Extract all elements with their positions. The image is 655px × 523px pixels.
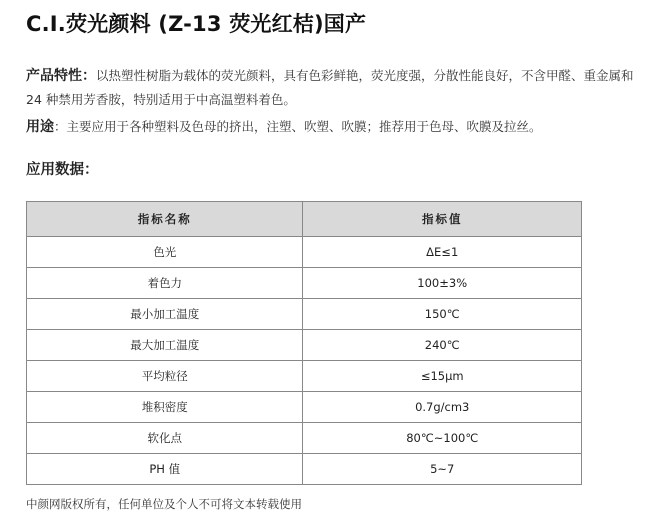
row-value-cell: 80℃~100℃ — [303, 423, 582, 454]
product-features-paragraph — [26, 64, 636, 112]
table-row — [27, 330, 582, 361]
application-data-heading: 应用数据： — [26, 162, 99, 178]
row-name-cell: 最小加工温度 — [27, 299, 303, 330]
row-value-cell: ΔE≤1 — [303, 237, 582, 268]
row-name-cell: 软化点 — [27, 423, 303, 454]
column-header-name: 指标名称 — [27, 202, 303, 237]
product-features-text: 以热塑性树脂为载体的荧光颜料，具有色彩鲜艳，荧光度强，分散性能良好，不含甲醛、重金属和 24 种禁用芳香胺，特别适用于中高温塑料着色。 — [26, 68, 634, 107]
row-value-cell: 0.7g/cm3 — [303, 392, 582, 423]
row-value-cell: 150℃ — [303, 299, 582, 330]
row-name-cell: PH 值 — [27, 454, 303, 485]
copyright-notice: 中颜网版权所有，任何单位及个人不可将文本转载使用 — [26, 497, 302, 511]
table-row — [27, 237, 582, 268]
usage-text: ：主要应用于各种塑料及色母的挤出，注塑、吹塑、吹膜；推荐用于色母、吹膜及拉丝。 — [54, 119, 542, 134]
table-row — [27, 454, 582, 485]
row-value-cell: 240℃ — [303, 330, 582, 361]
row-name-cell: 着色力 — [27, 268, 303, 299]
spec-table — [26, 201, 582, 485]
row-name-cell: 平均粒径 — [27, 361, 303, 392]
table-row — [27, 361, 582, 392]
product-features-label: 产品特性： — [26, 68, 96, 84]
row-value-cell: ≤15μm — [303, 361, 582, 392]
table-header-row — [27, 202, 582, 237]
row-value-cell: 5~7 — [303, 454, 582, 485]
usage-label: 用途 — [26, 119, 54, 135]
row-value-cell: 100±3% — [303, 268, 582, 299]
row-name-cell: 色光 — [27, 237, 303, 268]
table-row — [27, 423, 582, 454]
table-row — [27, 299, 582, 330]
row-name-cell: 堆积密度 — [27, 392, 303, 423]
table-row — [27, 268, 582, 299]
column-header-value: 指标值 — [303, 202, 582, 237]
row-name-cell: 最大加工温度 — [27, 330, 303, 361]
page-title: C.I.荧光颜料 (Z-13 荧光红桔)国产 — [26, 12, 367, 36]
usage-paragraph — [26, 115, 636, 139]
table-row — [27, 392, 582, 423]
